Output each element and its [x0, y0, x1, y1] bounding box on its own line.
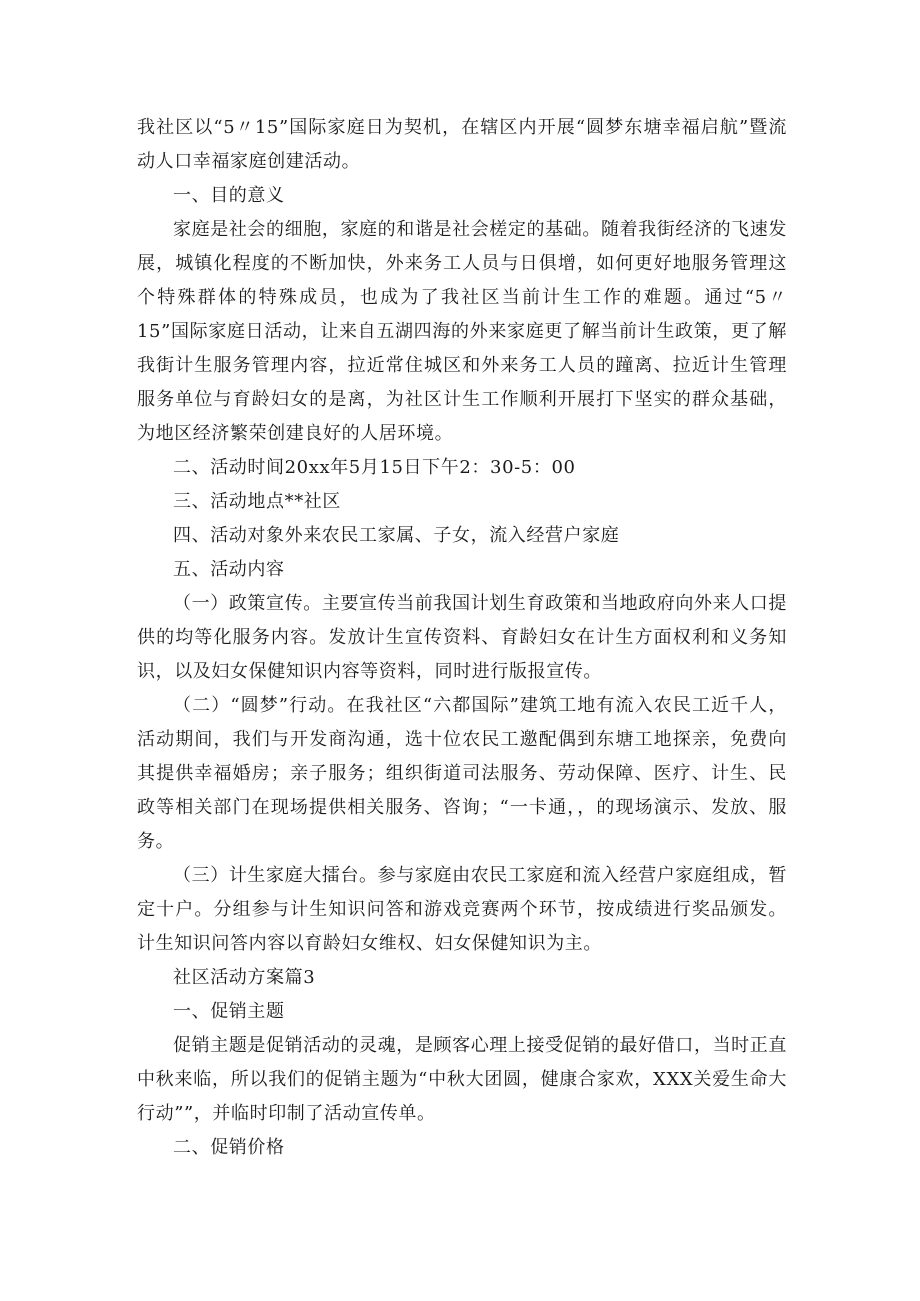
plan-title: 社区活动方案篇3: [173, 967, 316, 988]
section-heading-purpose: 一、目的意义: [173, 185, 285, 206]
section-heading-promo-theme: 一、促销主题: [173, 1001, 285, 1022]
promo-theme-paragraph: 促销主题是促销活动的灵魂，是顾客心理上接受促销的最好借口，当时正直中秋来临，所以我们的促销主题为“中秋大团圆，健康合家欢，XXX关爱生命大行动””，并临时印制了活动宣传单。: [137, 1035, 787, 1124]
document-body: [137, 111, 787, 1165]
section-heading-location: 三、活动地点**社区: [173, 491, 341, 512]
section-heading-content: 五、活动内容: [173, 559, 285, 580]
section-heading-time: 二、活动时间20xx年5月15日下午2：30-5：00: [173, 457, 576, 478]
section-heading-promo-price: 二、促销价格: [173, 1137, 285, 1158]
content-item-contest: （三）计生家庭大擂台。参与家庭由农民工家庭和流入经营户家庭组成，暂定十户。分组参与计生知识问答和游戏竞赛两个环节，按成绩进行奖品颁发。计生知识问答内容以育龄妇女维权、妇女保健知识为主。: [137, 865, 787, 954]
content-item-dream: （二）“圆梦”行动。在我社区“六都国际”建筑工地有流入农民工近千人，活动期间，我们与开发商沟通，选十位农民工邀配偶到东塘工地探亲，免费向其提供幸福婚房；亲子服务；组织街道司法服务、劳动保障、医疗、计生、民政等相关部门在现场提供相关服务、咨询；“一卡通，，的现场演示、发放、服务。: [137, 695, 787, 852]
section-heading-audience: 四、活动对象外来农民工家属、子女，流入经营户家庭: [173, 525, 620, 546]
content-item-policy: （一）政策宣传。主要宣传当前我国计划生育政策和当地政府向外来人口提供的均等化服务内容。发放计生宣传资料、育龄妇女在计生方面权利和义务知识，以及妇女保健知识内容等资料，同时进行版报宣传。: [137, 593, 787, 682]
intro-paragraph: 我社区以“5〃15”国际家庭日为契机，在辖区内开展“圆梦东塘幸福启航”暨流动人口幸福家庭创建活动。: [137, 117, 787, 172]
purpose-paragraph: 家庭是社会的细胞，家庭的和谐是社会槎定的基础。随着我街经济的飞速发展，城镇化程度的不断加快，外来务工人员与日俱增，如何更好地服务管理这个特殊群体的特殊成员，也成为了我社区当前计生工作的难题。通过“5〃15”国际家庭日活动，让来自五湖四海的外来家庭更了解当前计生政策，更了解我街计生服务管理内容，拉近常住城区和外来务工人员的蹱离、拉近计生管理服务单位与育龄妇女的是离，为社区计生工作顺利开展打下坚实的群众基础，为地区经济繁荣创建良好的人居环境。: [137, 219, 787, 444]
